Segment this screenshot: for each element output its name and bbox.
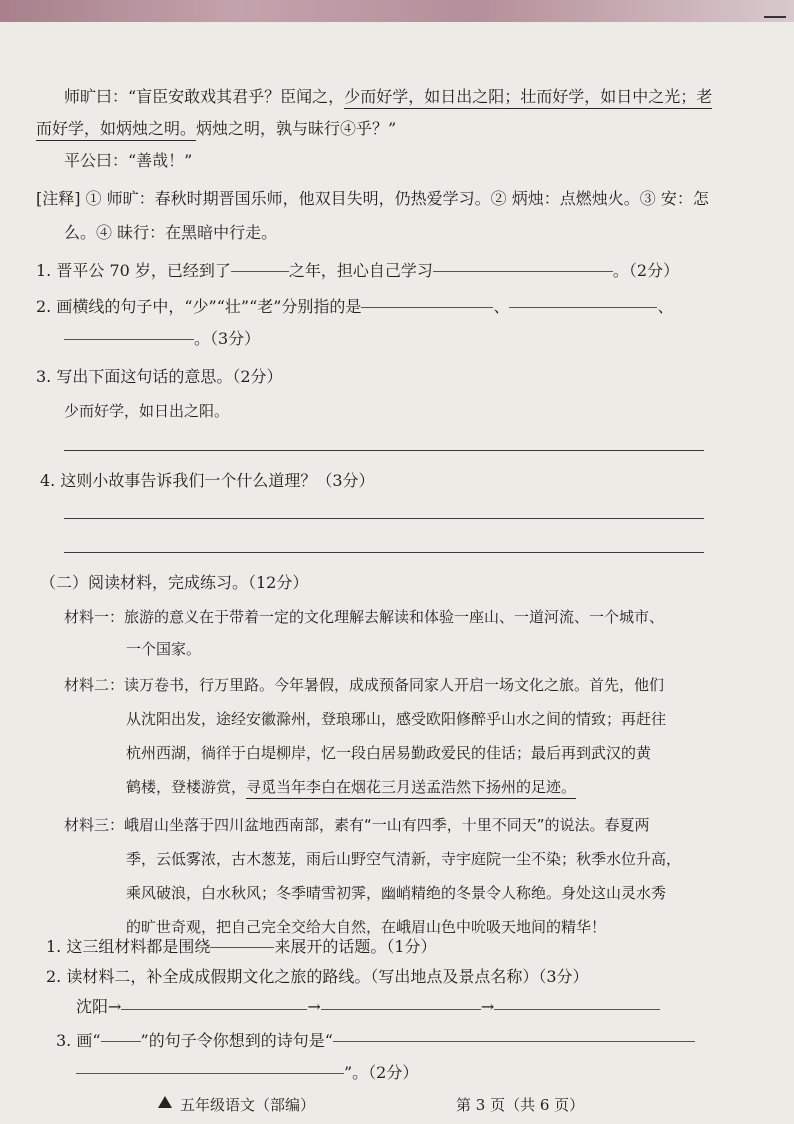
answer-blank[interactable] <box>64 339 194 340</box>
logo-triangle-icon <box>158 1096 172 1108</box>
question-1 <box>36 260 679 282</box>
passage-text: 炳烛之明，孰与昧行④乎？” <box>196 119 397 138</box>
separator: 、 <box>493 297 510 316</box>
underlined-sentence: 而好学，如炳烛之明。 <box>36 118 196 141</box>
annotation-line-1: [注释] ① 师旷：春秋时期晋国乐师，他双目失明，仍热爱学习。② 炳烛：点燃烛火。③ 安：怎 <box>36 189 709 208</box>
route-start: 沈阳 <box>76 997 109 1016</box>
arrow-right-icon: → <box>108 997 122 1016</box>
passage-line-1 <box>64 86 712 109</box>
question-text: ”的句子令你想到的诗句是“ <box>140 1031 333 1050</box>
question-text: 1. 这三组材料都是围绕 <box>46 937 211 956</box>
question-text: 。（3分） <box>194 329 261 348</box>
material-3-line-4: 的旷世奇观，把自己完全交给大自然，在峨眉山色中吮吸天地间的精华！ <box>126 918 607 936</box>
annotation-line-2: 么。④ 昧行：在黑暗中行走。 <box>64 223 278 242</box>
material-3-line-2: 季，云低雾浓，古木葱茏，雨后山野空气清新，寺宇庭院一尘不染；秋季水位升高， <box>126 850 682 868</box>
answer-blank[interactable] <box>210 947 274 948</box>
passage-line-2 <box>36 118 396 141</box>
section-2-question-1 <box>46 936 437 958</box>
material-2-line-2: 从沈阳出发，途经安徽滁州，登琅琊山，感受欧阳修醉乎山水之间的情致；再赶往 <box>126 710 667 728</box>
arrow-right-icon: → <box>307 997 321 1016</box>
answer-line[interactable] <box>64 450 704 451</box>
arrow-right-icon: → <box>480 997 495 1016</box>
question-text: 之年，担心自己学习 <box>288 261 433 280</box>
material-1-line-2: 一个国家。 <box>126 640 202 658</box>
answer-blank[interactable] <box>121 1009 307 1010</box>
answer-blank[interactable] <box>333 1041 695 1042</box>
answer-blank[interactable] <box>101 1041 141 1042</box>
separator: 、 <box>657 297 674 316</box>
answer-blank[interactable] <box>76 1073 344 1074</box>
answer-blank[interactable] <box>494 1009 660 1010</box>
page-top-edge <box>0 0 794 22</box>
answer-line[interactable] <box>64 518 704 519</box>
underlined-sentence: 寻觅当年李白在烟花三月送孟浩然下扬州的足迹。 <box>246 776 576 799</box>
quoted-sentence: 少而好学，如日出之阳。 <box>64 402 230 420</box>
answer-blank[interactable] <box>433 271 613 272</box>
answer-blank[interactable] <box>509 307 657 308</box>
answer-blank[interactable] <box>321 1009 481 1010</box>
question-3: 3. 写出下面这句话的意思。（2分） <box>36 367 283 386</box>
footer-subject: 五年级语文（部编） <box>180 1096 316 1114</box>
answer-blank[interactable] <box>361 307 493 308</box>
corner-mark <box>764 16 786 18</box>
material-3-line-1: 材料三：峨眉山坐落于四川盆地西南部，素有“一山有四季，十里不同天”的说法。春夏两 <box>64 816 650 834</box>
footer-page-number: 第 3 页（共 6 页） <box>456 1096 585 1114</box>
answer-line[interactable] <box>64 552 704 553</box>
exam-page <box>0 22 794 1124</box>
question-2 <box>36 296 673 318</box>
question-2-cont <box>64 328 260 350</box>
question-text: ”。（2分） <box>344 1063 419 1082</box>
question-text: 1. 晋平公 70 岁，已经到了 <box>36 261 231 280</box>
material-3-line-3: 乘风破浪，白水秋风；冬季晴雪初霁，幽峭精绝的冬景令人称绝。身处这山灵水秀 <box>126 884 667 902</box>
passage-text: 师旷曰：“盲臣安敢戏其君乎？臣闻之， <box>64 87 345 106</box>
question-text: 3. 画“ <box>56 1031 101 1050</box>
passage-line-3: 平公曰：“善哉！” <box>64 151 193 170</box>
question-text: 。（2分） <box>612 261 680 280</box>
section-2-question-3 <box>56 1030 695 1052</box>
material-2-line-3: 杭州西湖，徜徉于白堤柳岸，忆一段白居易勤政爱民的佳话；最后再到武汉的黄 <box>126 744 652 762</box>
underlined-sentence: 少而好学，如日出之阳；壮而好学，如日中之光；老 <box>344 86 712 109</box>
material-2-line-1: 材料二：读万卷书，行万里路。今年暑假，成成预备同家人开启一场文化之旅。首先，他们 <box>64 676 665 694</box>
section-2-title: （二）阅读材料，完成练习。（12分） <box>40 573 309 592</box>
material-1-line-1: 材料一：旅游的意义在于带着一定的文化理解去解读和体验一座山、一道河流、一个城市、 <box>64 608 665 626</box>
question-text: 来展开的话题。（1分） <box>274 937 437 956</box>
answer-blank[interactable] <box>231 271 289 272</box>
material-text: 鹤楼，登楼游赏， <box>126 778 247 796</box>
section-2-question-3-cont <box>76 1062 418 1084</box>
route-row <box>76 996 660 1018</box>
material-2-line-4 <box>126 776 576 799</box>
question-4: 4. 这则小故事告诉我们一个什么道理？（3分） <box>40 471 375 490</box>
question-text: 2. 画横线的句子中，“少”“壮”“老”分别指的是 <box>36 297 362 316</box>
section-2-question-2: 2. 读材料二，补全成成假期文化之旅的路线。（写出地点及景点名称）（3分） <box>46 967 589 986</box>
